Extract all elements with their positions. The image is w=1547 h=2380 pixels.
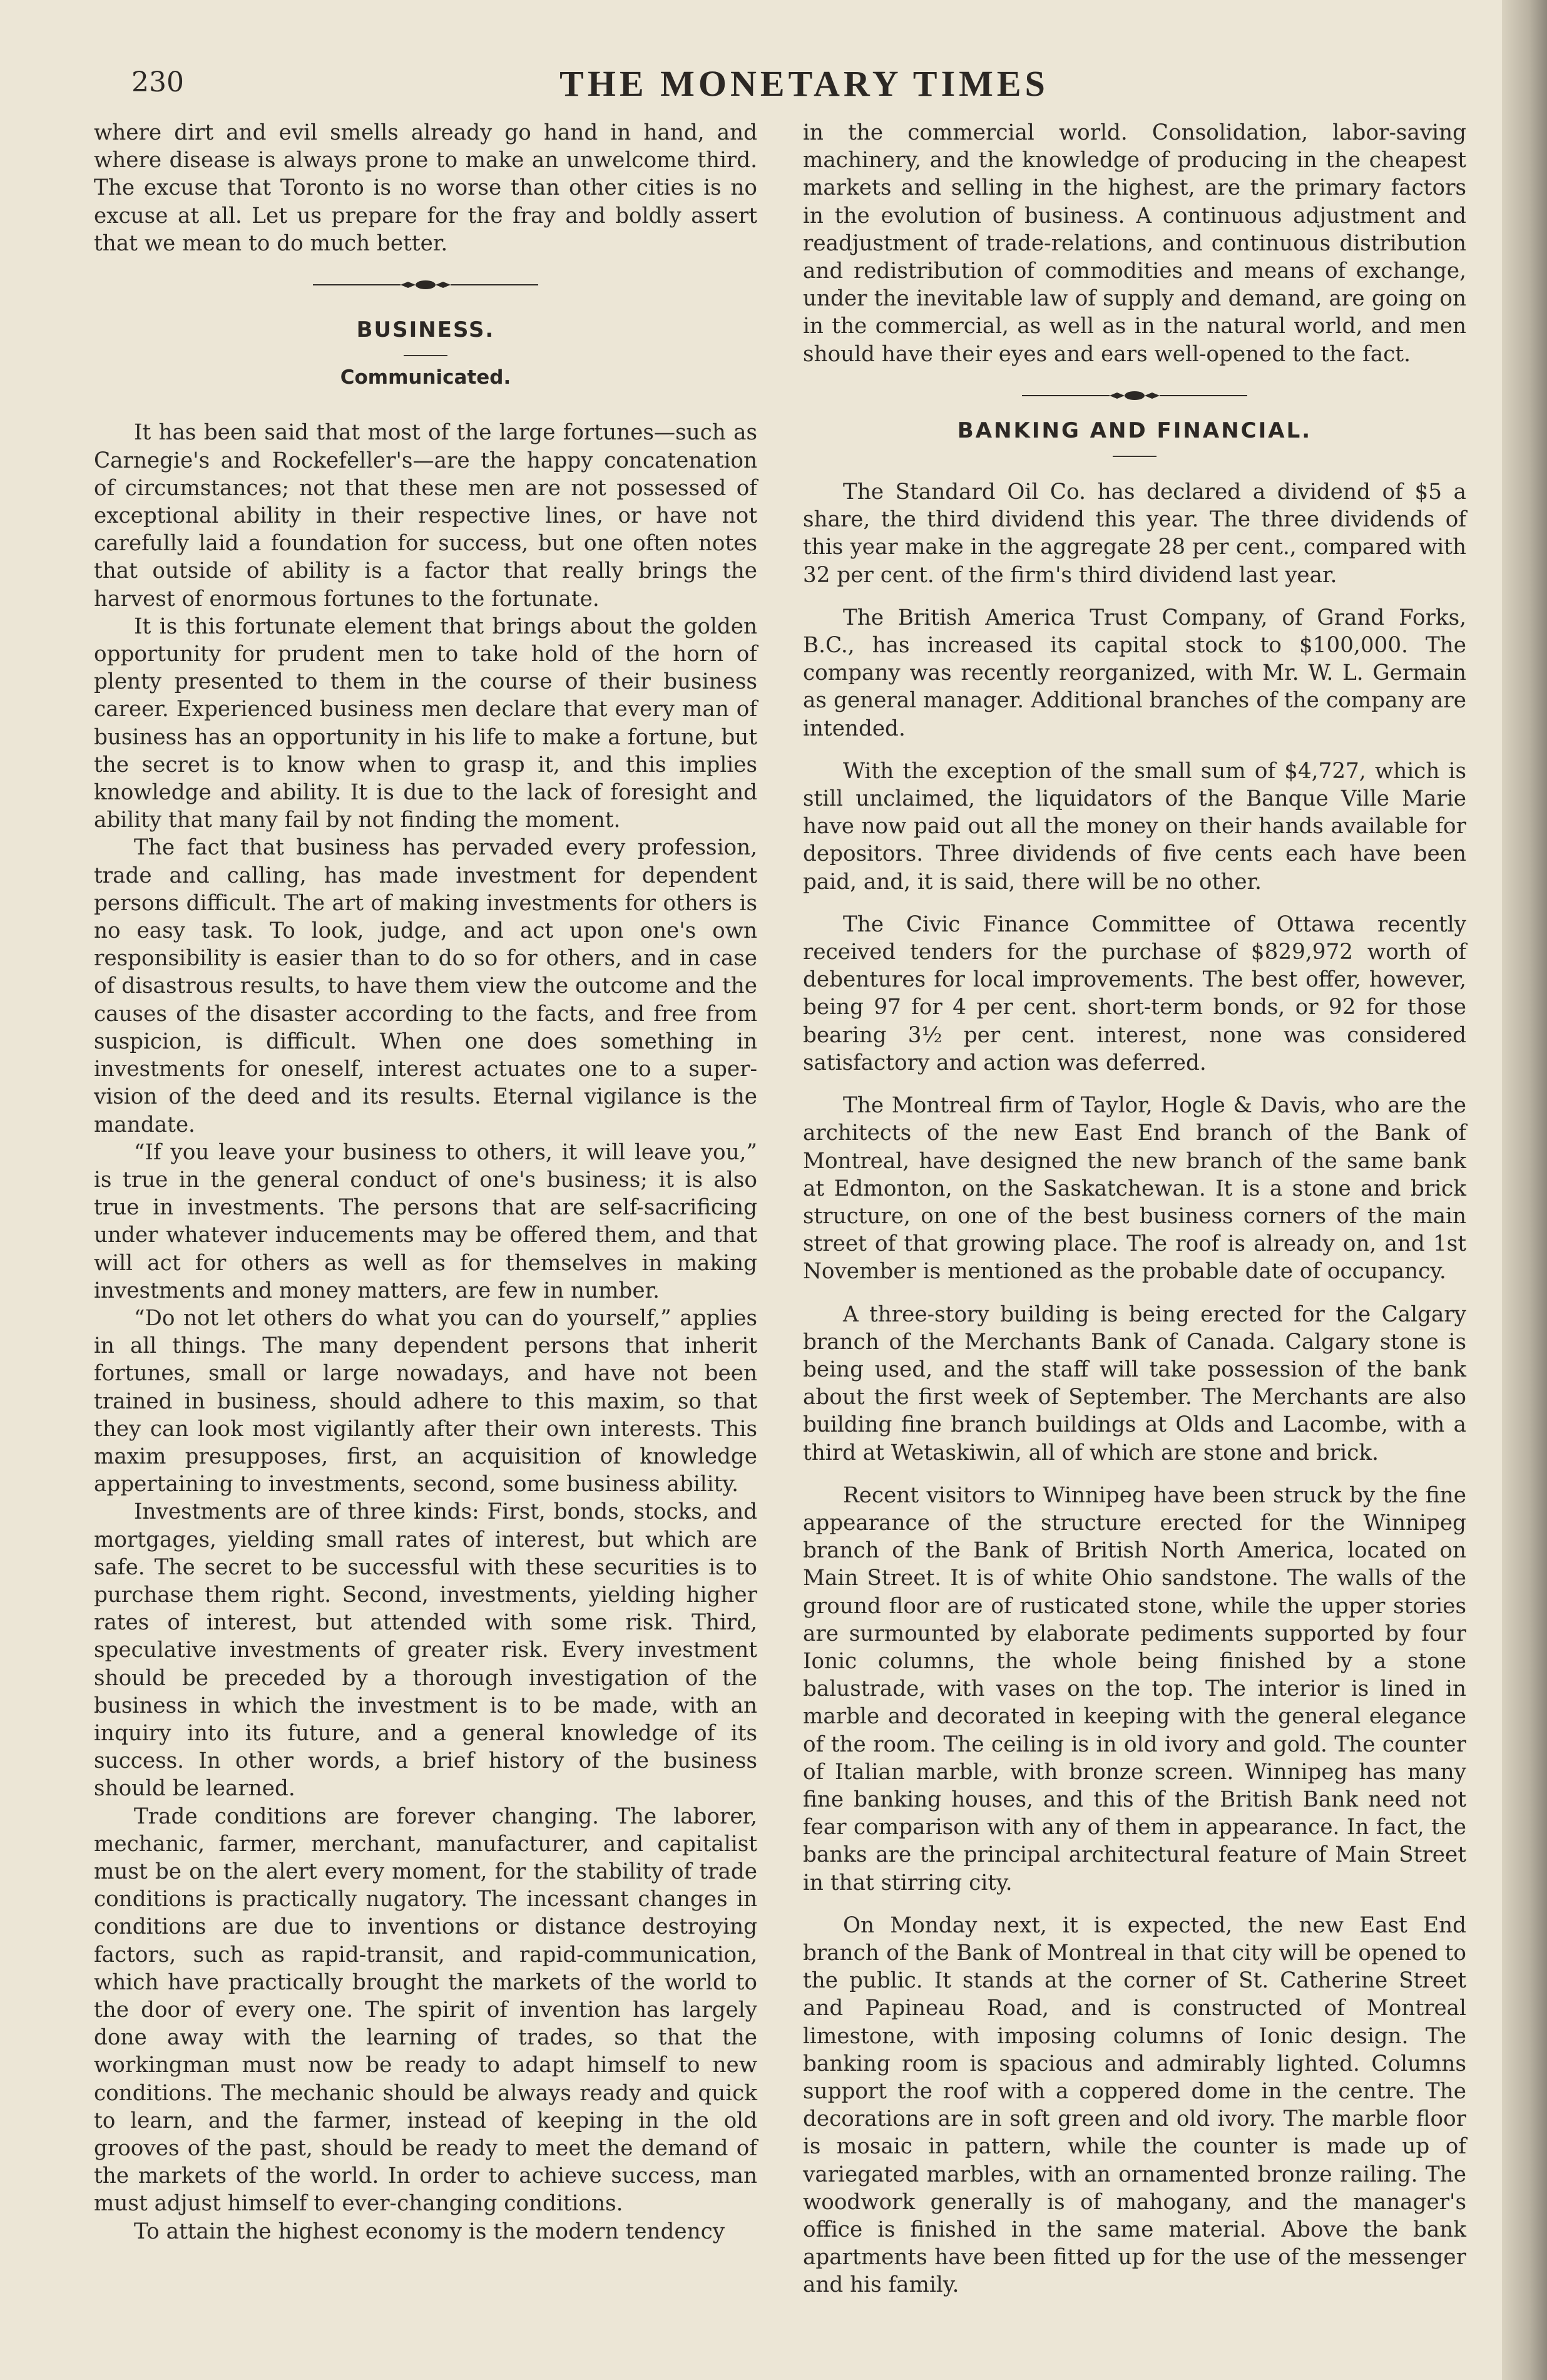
news-item: A three-story building is being erected for the Calgary branch of the Merchants Bank of Canada. Calgary stone is being used, and the staff will take possession of the bank about the first week of September. The Merchants are also building fine branch buildings at Olds and Lacombe, with a third at Wetaskiwin, all of which are stone and brick. <box>803 1301 1466 1465</box>
heading-rule <box>1113 456 1156 457</box>
ornament-divider-icon <box>313 279 538 291</box>
page-header <box>131 63 1477 106</box>
article-paragraph: Trade conditions are forever changing. The laborer, mechanic, farmer, merchant, manufacturer, and capitalist must be on the alert every moment, for the stability of trade conditions is practically nugatory. The incessant changes in conditions are due to inventions or distance destroying factors, such as rapid-transit, and rapid-communication, which have practically brought the markets of the world to the door of every one. The spirit of invention has largely done away with the learning of trades, so that the workingman must now be ready to adapt himself to new conditions. The mechanic should be always ready and quick to learn, and the farmer, instead of keeping in the old grooves of the past, should be ready to meet the demand of the markets of the world. In order to achieve success, man must adjust himself to ever-changing conditions. <box>94 1803 757 2217</box>
news-item: With the exception of the small sum of $4,727, which is still unclaimed, the liquidators of the Banque Ville Marie have now paid out all the money on their hands available for depositors. Three dividends of five cents each have been paid, and, it is said, there will be no other. <box>803 758 1466 895</box>
news-item: Recent visitors to Winnipeg have been struck by the fine appearance of the structure erected for the Winnipeg branch of the Bank of British North America, located on Main Street. It is of white Ohio sandstone. The walls of the ground floor are of rusticated stone, while the upper stories are surmounted by elaborate pediments supported by four Ionic columns, the whole being finished by a stone balustrade, with vases on the top. The interior is lined in marble and decorated in keeping with the general elegance of the room. The ceiling is in old ivory and gold. The counter of Italian marble, with bronze screen. Winnipeg has many fine banking houses, and this of the British Bank need not fear comparison with any of them in appearance. In fact, the banks are the principal architectural feature of Main Street in that stirring city. <box>803 1482 1466 1895</box>
article-paragraph: “Do not let others do what you can do yourself,” applies in all things. The many dependent persons that inherit fortunes, small or large nowadays, and have not been trained in business, should adhere to this maxim, so that they can look most vigilantly after their own interests. This maxim presupposes, first, an acquisition of knowledge appertaining to investments, second, some business ability. <box>94 1305 757 1497</box>
news-item: The Civic Finance Committee of Ottawa recently received tenders for the purchase of $829,972 worth of debentures for local improvements. The best offer, however, being 97 for 4 per cent. short-term bonds, or 92 for those bearing 3½ per cent. interest, none was considered satisfactory and action was deferred. <box>803 911 1466 1075</box>
ornament-divider-icon <box>1022 389 1247 402</box>
banking-financial-heading: BANKING AND FINANCIAL. <box>957 418 1312 443</box>
left-intro-paragraph: where dirt and evil smells already go hand in hand, and where disease is always prone to make an unwelcome third. The excuse that Toronto is no worse than other cities is no excuse at all. Let us prepare for the fray and boldly assert that we mean to do much better. <box>94 120 757 256</box>
article-paragraph: It is this fortunate element that brings about the golden opportunity for prudent men to take hold of the horn of plenty presented to them in the course of their business career. Experienced business men declare that every man of business has an opportunity in his life to make a fortune, but the secret is to know when to grasp it, and this implies knowledge and ability. It is due to the lack of foresight and ability that many fail by not finding the moment. <box>94 613 757 833</box>
binding-spine <box>1502 0 1547 2380</box>
heading-rule <box>404 355 447 356</box>
article-paragraph: To attain the highest economy is the modern tendency <box>134 2218 725 2244</box>
news-item: The British America Trust Company, of Grand Forks, B.C., has increased its capital stock to $100,000. The company was recently reorganized, with Mr. W. L. Germain as general manager. Additional branches of the company are intended. <box>803 605 1466 741</box>
left-column <box>94 119 757 2245</box>
news-item: On Monday next, it is expected, the new East End branch of the Bank of Montreal in that city will be opened to the public. It stands at the corner of St. Catherine Street and Papineau Road, and is constructed of Montreal limestone, with imposing columns of Ionic design. The banking room is spacious and admirably lighted. Columns support the roof with a coppered dome in the centre. The decorations are in soft green and old ivory. The marble floor is mosaic in pattern, while the counter is made up of variegated marbles, with an ornamented bronze railing. The woodwork generally is of mahogany, and the manager's office is finished in the same material. Above the bank apartments have been fitted up for the use of the messenger and his family. <box>803 1912 1466 2298</box>
masthead-title: THE MONETARY TIMES <box>559 63 1049 104</box>
news-item: The Montreal firm of Taylor, Hogle & Davis, who are the architects of the new East End branch of the Bank of Montreal, have designed the new branch of the same bank at Edmonton, on the Saskatchewan. It is a stone and brick structure, on one of the best business corners of the main street of that growing place. The roof is already on, and 1st November is mentioned as the probable date of occupancy. <box>803 1093 1466 1285</box>
page-number: 230 <box>131 66 184 98</box>
article-paragraph: Investments are of three kinds: First, bonds, stocks, and mortgages, yielding small rates of interest, but which are safe. The secret to be successful with these securities is to purchase them right. Second, investments, yielding higher rates of interest, but attended with some risk. Third, speculative investments of greater risk. Every investment should be preceded by a thorough investigation of the business in which the investment is to be made, with an inquiry into its future, and a general knowledge of its success. In other words, a brief history of the business should be learned. <box>94 1499 757 1802</box>
news-item: The Standard Oil Co. has declared a dividend of $5 a share, the third dividend this year. The three dividends of this year make in the aggregate 28 per cent., compared with 32 per cent. of the firm's third dividend last year. <box>803 480 1466 588</box>
business-heading: BUSINESS. <box>356 317 495 343</box>
article-paragraph: It has been said that most of the large fortunes—such as Carnegie's and Rockefeller's—are the happy concatenation of circumstances; not that these men are not possessed of exceptional ability in their respective lines, or have not carefully laid a foundation for success, but one often notes that outside of ability is a factor that really brings the harvest of enormous fortunes to the fortunate. <box>94 420 757 612</box>
communicated-subheading: Communicated. <box>340 366 511 389</box>
right-intro-paragraph: in the commercial world. Consolidation, labor-saving machinery, and the knowledge of producing in the cheapest markets and selling in the highest, are the primary factors in the evolution of business. A continuous adjustment and readjustment of trade-relations, and continuous distribution and redistribution of commodities and means of exchange, under the inevitable law of supply and demand, are going on in the commercial, as well as in the natural world, and men should have their eyes and ears well-opened to the fact. <box>803 120 1466 367</box>
article-paragraph: The fact that business has pervaded every profession, trade and calling, has made investment for dependent persons difficult. The art of making investments for others is no easy task. To look, judge, and act upon one's own responsibility is easier than to do so for others, and in case of disastrous results, to have them view the outcome and the causes of the disaster according to the facts, and free from suspicion, is difficult. When one does something in investments for oneself, interest actuates one to a super-vision of the deed and its results. Eternal vigilance is the mandate. <box>94 835 757 1137</box>
article-paragraph: “If you leave your business to others, it will leave you,” is true in the general conduct of one's business; it is also true in investments. The persons that are self-sacrificing under whatever inducements may be offered them, and that will act for others as well as for themselves in making investments and money matters, are few in number. <box>94 1139 757 1303</box>
right-column <box>803 119 1466 2299</box>
